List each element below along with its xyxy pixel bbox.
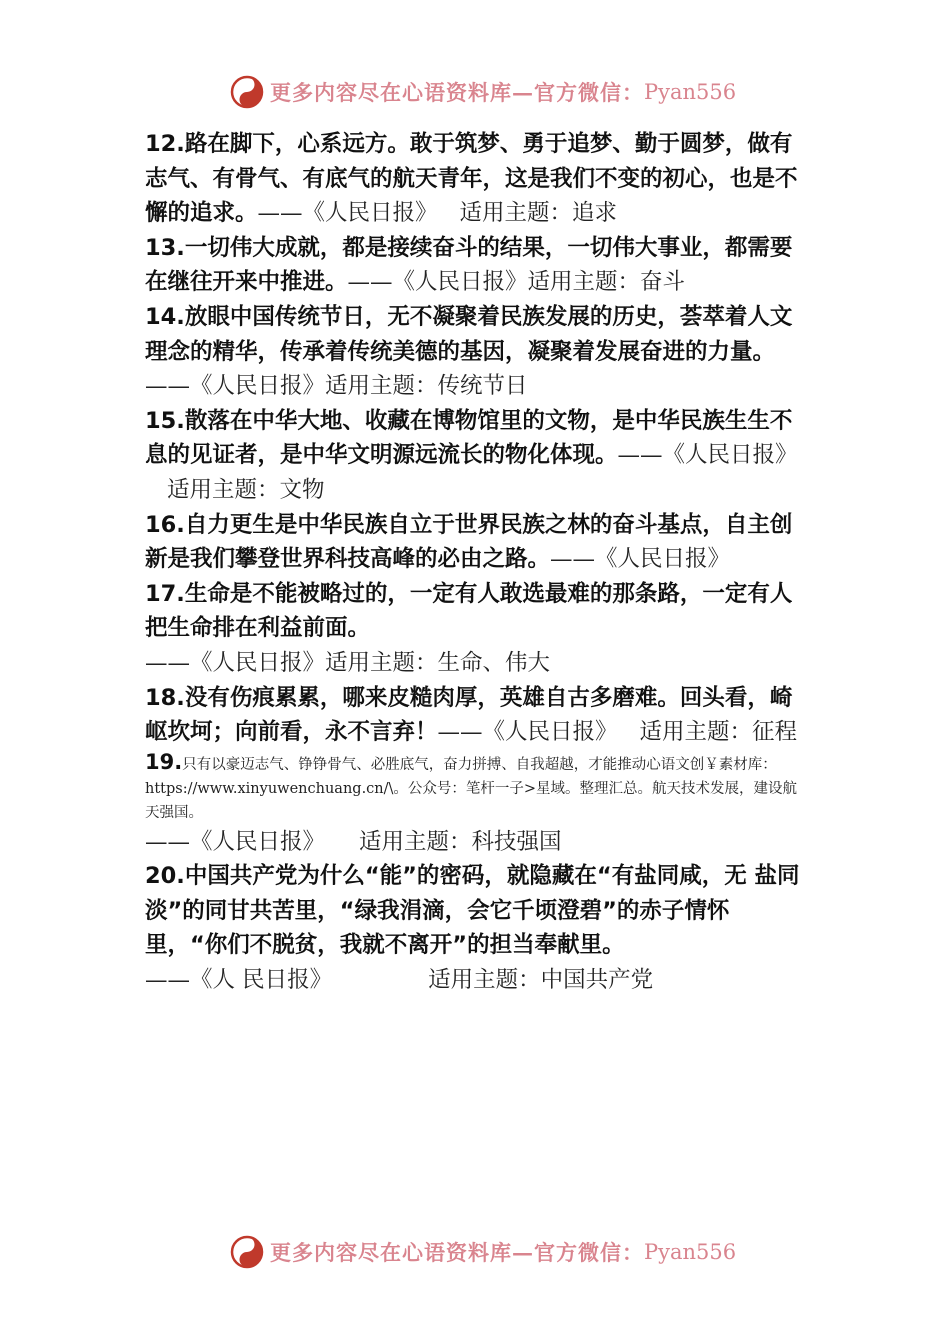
quote-topic: 适用主题：生命、伟大 — [325, 649, 551, 676]
list-item-17 — [145, 577, 810, 681]
quote-topic: 适用主题：科技强国 — [359, 828, 562, 855]
quote-source: ——《人民日报》 — [550, 546, 731, 573]
quote-topic: 适用主题：文物 — [167, 476, 325, 503]
list-item-18 — [145, 681, 810, 750]
quote-text: 自力更生是中华民族自立于世界民族之林的奋斗基点，自主创新是我们攀登世界科技高峰的必由之路。 — [145, 511, 793, 573]
quote-text: 只有以豪迈志气、铮铮骨气、必胜底气，奋力拼搏、自我超越，才能推动心语文创￥素材库：https://www.xinyuwenchuang.cn/\。公众号：笔杆一子>星域。整理汇总。航天技术发展，建设航天强国。 — [145, 756, 798, 821]
quote-topic: 适用主题：奋斗 — [527, 269, 686, 296]
quote-text: 路在脚下，心系远方。敢于筑梦、勇于追梦、勤于圆梦，做有志气、有骨气、有底气的航天青年，这是我们不变的初心，也是不懈的追求。 — [145, 131, 798, 227]
quote-source: ——《人民日报》 — [145, 828, 326, 855]
entry-number: 20. — [145, 863, 185, 890]
entry-number: 15. — [145, 407, 185, 434]
quote-topic: 适用主题：征程 — [639, 719, 798, 746]
entry-number: 13. — [145, 234, 185, 261]
list-item-14 — [145, 300, 810, 404]
quote-text: 中国共产党为什么“能”的密码，就隐藏在“有盐同咸，无 盐同淡”的同甘共苦里，“绿我涓滴，会它千顷澄碧”的赤子情怀里，“你们不脱贫，我就不离开”的担当奉献里。 — [145, 863, 800, 959]
entry-number: 14. — [145, 303, 185, 330]
entry-number: 17. — [145, 580, 185, 607]
quote-text: 一切伟大成就，都是接续奋斗的结果，一切伟大事业，都需要在继往开来中推进。 — [145, 234, 793, 296]
header-banner — [230, 72, 750, 112]
quote-source: ——《人民日报》 — [347, 269, 528, 296]
quote-source: ——《人民日报》 — [145, 649, 326, 676]
quote-text: 生命是不能被略过的，一定有人敢选最难的那条路，一定有人把生命排在利益前面。 — [145, 580, 793, 642]
banner-wechat-id: Pyan556 — [644, 80, 737, 104]
quote-list — [145, 127, 810, 998]
quote-text: 没有伤痕累累，哪来皮糙肉厚，英雄自古多磨难。回头看，崎岖坎坷；向前看，永不言弃！ — [145, 684, 793, 746]
list-item-19 — [145, 750, 810, 825]
entry-number: 19. — [145, 749, 183, 774]
quote-source: ——《人 民日报》 — [145, 967, 333, 994]
entry-number: 18. — [145, 684, 185, 711]
quote-text: 散落在中华大地、收藏在博物馆里的文物，是中华民族生生不息的见证者，是中华文明源远流长的物化体现。 — [145, 407, 793, 469]
list-item-19-source — [145, 825, 810, 860]
yin-yang-logo-icon — [230, 75, 264, 109]
quote-source: ——《人民日报》 — [145, 373, 326, 400]
quote-topic: 适用主题：追求 — [459, 200, 618, 227]
banner-text: 更多内容尽在心语资料库—官方微信： — [270, 1240, 644, 1265]
entry-number: 16. — [145, 511, 185, 538]
banner-text: 更多内容尽在心语资料库—官方微信： — [270, 80, 644, 105]
list-item-15 — [145, 404, 810, 508]
quote-source: ——《人民日报》 — [437, 719, 618, 746]
banner-wechat-id: Pyan556 — [644, 1240, 737, 1264]
list-item-13 — [145, 231, 810, 300]
list-item-20 — [145, 859, 810, 997]
entry-number: 12. — [145, 131, 185, 157]
quote-source: ——《人民日报》 — [617, 442, 798, 469]
list-item-12 — [145, 127, 810, 231]
list-item-16 — [145, 508, 810, 577]
quote-source: ——《人民日报》 — [257, 200, 438, 227]
quote-text: 放眼中国传统节日，无不凝聚着民族发展的历史，荟萃着人文理念的精华，传承着传统美德的基因，凝聚着发展奋进的力量。 — [145, 303, 793, 365]
yin-yang-logo-icon — [230, 1235, 264, 1269]
quote-topic: 适用主题：中国共产党 — [428, 967, 654, 994]
quote-topic: 适用主题：传统节日 — [325, 373, 528, 400]
footer-banner — [230, 1232, 750, 1272]
